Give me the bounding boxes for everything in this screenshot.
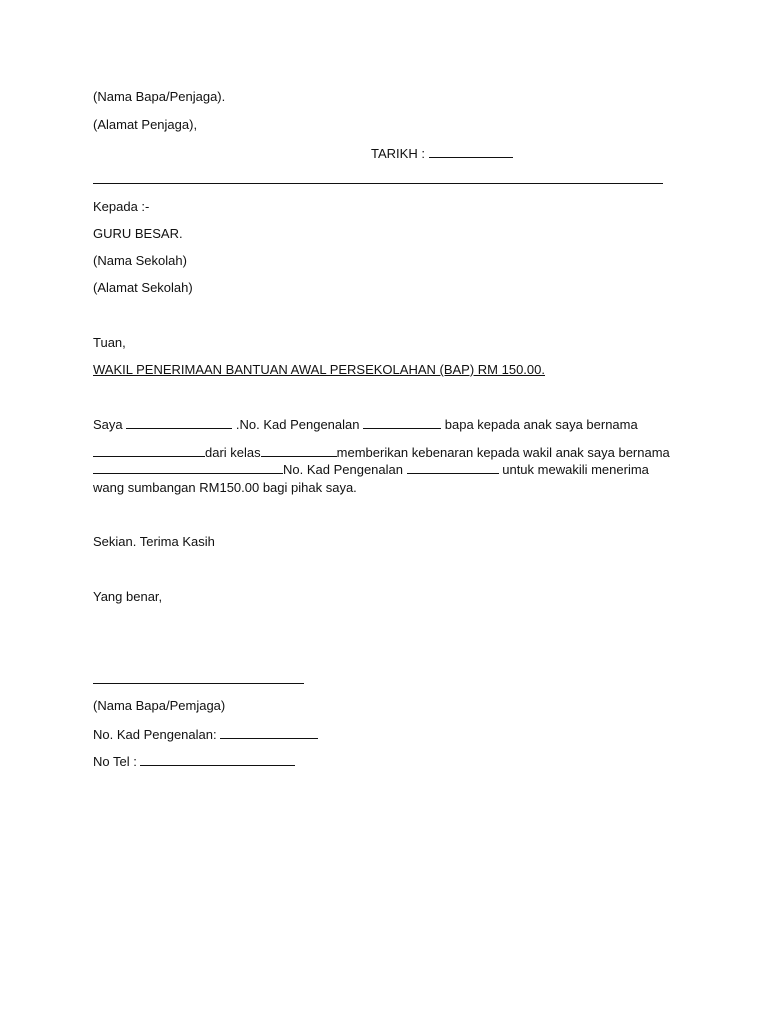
salutation: Tuan,	[93, 335, 126, 350]
ic-label-1: .No. Kad Pengenalan	[235, 417, 360, 432]
ic-label-2: No. Kad Pengenalan	[283, 462, 403, 477]
date-label: TARIKH :	[371, 146, 425, 161]
class-blank[interactable]	[261, 444, 337, 457]
header-divider	[93, 183, 663, 184]
signature-ic-blank[interactable]	[220, 726, 318, 739]
signature-tel-line	[93, 753, 295, 770]
closing-thanks: Sekian. Terima Kasih	[93, 534, 215, 549]
ic-blank-2[interactable]	[407, 461, 499, 474]
date-blank[interactable]	[429, 145, 513, 158]
subject-line: WAKIL PENERIMAAN BANTUAN AWAL PERSEKOLAHAN (BAP) RM 150.00.	[93, 362, 545, 377]
recipient-title: GURU BESAR.	[93, 226, 183, 241]
signature-ic-label: No. Kad Pengenalan:	[93, 727, 217, 742]
recipient-to-label: Kepada :-	[93, 199, 150, 214]
sender-name: (Nama Bapa/Penjaga).	[93, 89, 226, 104]
date-line	[371, 145, 513, 162]
permission-text: memberikan kebenaran kepada wakil anak saya bernama	[336, 445, 670, 460]
body-line-2	[93, 444, 670, 461]
parent-of-text: bapa kepada anak saya bernama	[444, 417, 638, 432]
body-line-4: wang sumbangan RM150.00 bagi pihak saya.	[93, 480, 357, 495]
signature-blank[interactable]	[93, 671, 304, 684]
child-name-blank[interactable]	[93, 444, 205, 457]
class-label: dari kelas	[205, 445, 261, 460]
school-address: (Alamat Sekolah)	[93, 280, 193, 295]
signature-line	[93, 671, 304, 688]
representative-name-blank[interactable]	[93, 461, 283, 474]
closing-sincerely: Yang benar,	[93, 589, 163, 604]
body-line-3	[93, 461, 649, 478]
signature-tel-blank[interactable]	[140, 753, 295, 766]
sender-address: (Alamat Penjaga),	[93, 117, 198, 132]
body-line-1	[93, 416, 638, 433]
ic-blank-1[interactable]	[363, 416, 441, 429]
signature-ic-line	[93, 726, 318, 743]
saya-label: Saya	[93, 417, 123, 432]
represent-text: untuk mewakili menerima	[502, 462, 649, 477]
signature-tel-label: No Tel :	[93, 754, 137, 769]
signature-name: (Nama Bapa/Pemjaga)	[93, 698, 226, 713]
school-name: (Nama Sekolah)	[93, 253, 187, 268]
name-blank[interactable]	[126, 416, 232, 429]
